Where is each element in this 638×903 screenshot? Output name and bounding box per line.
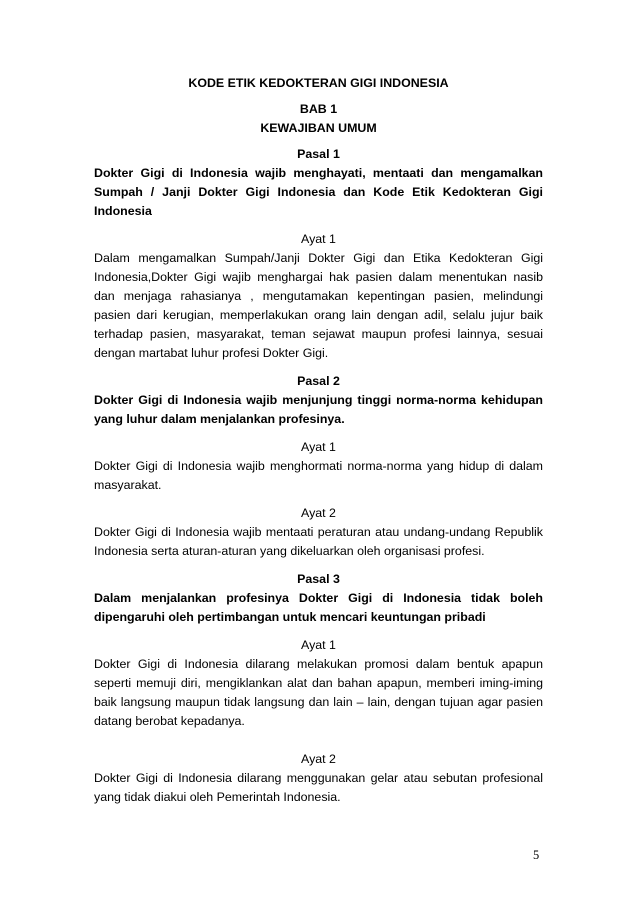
document-page (94, 74, 543, 807)
pasal-3-ayat-2-heading: Ayat 2 (301, 752, 336, 766)
chapter-number: BAB 1 (299, 102, 338, 116)
pasal-3-heading: Pasal 3 (297, 572, 340, 586)
pasal-2-ayat-1-text: Dokter Gigi di Indonesia wajib menghormati norma-norma yang hidup di dalam masyarakat. (94, 459, 543, 492)
pasal-3-ayat-2-text: Dokter Gigi di Indonesia dilarang menggunakan gelar atau sebutan profesional yang tidak diakui oleh Pemerintah Indonesia. (94, 771, 543, 804)
pasal-2-text: Dokter Gigi di Indonesia wajib menjunjung tinggi norma-norma kehidupan yang luhur dalam menjalankan profesinya. (94, 393, 543, 426)
pasal-3-ayat-1-text: Dokter Gigi di Indonesia dilarang melakukan promosi dalam bentuk apapun seperti memuji diri, mengiklankan alat dan bahan apapun, memberi iming-iming baik langsung maupun tidak langsung dan lain – lain, dengan tujuan agar pasien datang berobat kepadanya. (94, 657, 543, 728)
pasal-2-ayat-2-heading: Ayat 2 (301, 506, 336, 520)
pasal-1-text: Dokter Gigi di Indonesia wajib menghayati, mentaati dan mengamalkan Sumpah / Janji Dokter Gigi Indonesia dan Kode Etik Kedokteran Gigi Indonesia (94, 166, 543, 218)
pasal-3-ayat-1-heading: Ayat 1 (301, 638, 336, 652)
pasal-2-ayat-2-text: Dokter Gigi di Indonesia wajib mentaati peraturan atau undang-undang Republik Indonesia serta aturan-aturan yang dikeluarkan oleh organisasi profesi. (94, 525, 543, 558)
document-title: KODE ETIK KEDOKTERAN GIGI INDONESIA (188, 76, 449, 90)
pasal-2-ayat-1-heading: Ayat 1 (301, 440, 336, 454)
pasal-3-text: Dalam menjalankan profesinya Dokter Gigi di Indonesia tidak boleh dipengaruhi oleh pertimbangan untuk mencari keuntungan pribadi (94, 591, 543, 624)
pasal-1-ayat-1-text: Dalam mengamalkan Sumpah/Janji Dokter Gigi dan Etika Kedokteran Gigi Indonesia,Dokter Gigi wajib menghargai hak pasien dalam menentukan nasib dan menjaga rahasianya , mengutamakan kepentingan pasien, melindungi pasien dari kerugian, memperlakukan orang lain dengan adil, selalu jujur baik terhadap pasien, masyarakat, teman sejawat maupun profesi lainnya, sesuai dengan martabat luhur profesi Dokter Gigi. (94, 251, 543, 360)
pasal-2-heading: Pasal 2 (297, 374, 340, 388)
chapter-title: KEWAJIBAN UMUM (260, 121, 377, 135)
pasal-1-ayat-1-heading: Ayat 1 (301, 232, 336, 246)
pasal-1-heading: Pasal 1 (297, 147, 340, 161)
page-number: 5 (533, 848, 540, 862)
